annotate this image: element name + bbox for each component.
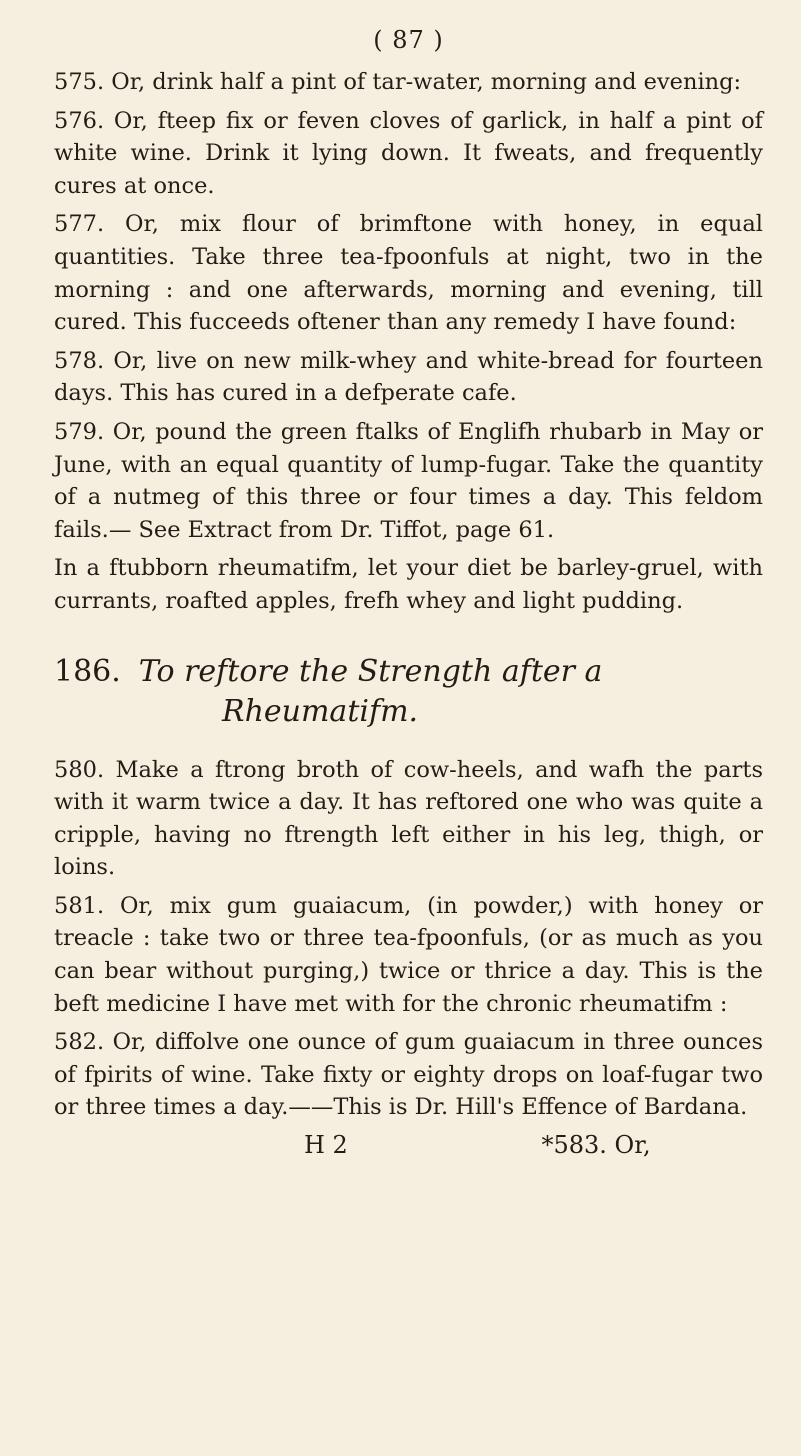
entry-576: 576. Or, fteep fix or feven cloves of garlick, in half a pint of white wine. Drink it lying down. It fweats, and frequently cures at once. xyxy=(54,107,763,199)
entry-581: 581. Or, mix gum guaiacum, (in powder,) with honey or treacle : take two or three tea-fpoonfuls, (or as much as you can bear without purging,) twice or thrice a day. This is the beft medicine I have met with for the chronic rheumatifm : xyxy=(54,892,763,1017)
section-title-line2: Rheumatifm. xyxy=(222,693,419,729)
entry-582: 582. Or, diffolve one ounce of gum guaiacum in three ounces of fpirits of wine. Take fixty or eighty drops on loaf-fugar two or three times a day.——This is Dr. Hill's Effence of Bardana. xyxy=(54,1029,763,1121)
page-number: ( 87 ) xyxy=(373,26,444,54)
section-heading xyxy=(54,652,763,732)
entry-578: 578. Or, live on new milk-whey and white-bread for fourteen days. This has cured in a defperate cafe. xyxy=(54,347,763,407)
entry-579: 579. Or, pound the green ftalks of Englifh rhubarb in May or June, with an equal quantity of lump-fugar. Take the quantity of a nutmeg of this three or four times a day. This feldom fails.— See Extract from Dr. Tiffot, page 61. xyxy=(54,418,763,543)
section-number: 186. xyxy=(54,653,121,689)
entries-after xyxy=(54,754,763,1125)
section-title-line1: To reftore the Strength after a xyxy=(138,653,603,689)
entry-580: 580. Make a ftrong broth of cow-heels, and wafh the parts with it warm twice a day. It has reftored one who was quite a cripple, having no ftrength left either in his leg, thigh, or loins. xyxy=(54,756,763,881)
rheumatism-diet-note: In a ftubborn rheumatifm, let your diet be barley-gruel, with currants, roafted apples, frefh whey and light pudding. xyxy=(54,555,763,614)
signature-mark: H 2 xyxy=(304,1131,348,1160)
entry-575: 575. Or, drink half a pint of tar-water, morning and evening: xyxy=(54,69,742,95)
catchword: *583. Or, xyxy=(541,1131,651,1160)
entries-before xyxy=(54,66,763,618)
entry-577: 577. Or, mix flour of brimftone with honey, in equal quantities. Take three tea-fpoonfuls at night, two in the morning : and one afterwards, morning and evening, till cured. This fucceeds oftener than any remedy I have found: xyxy=(54,211,763,336)
page-footer xyxy=(54,1130,763,1160)
